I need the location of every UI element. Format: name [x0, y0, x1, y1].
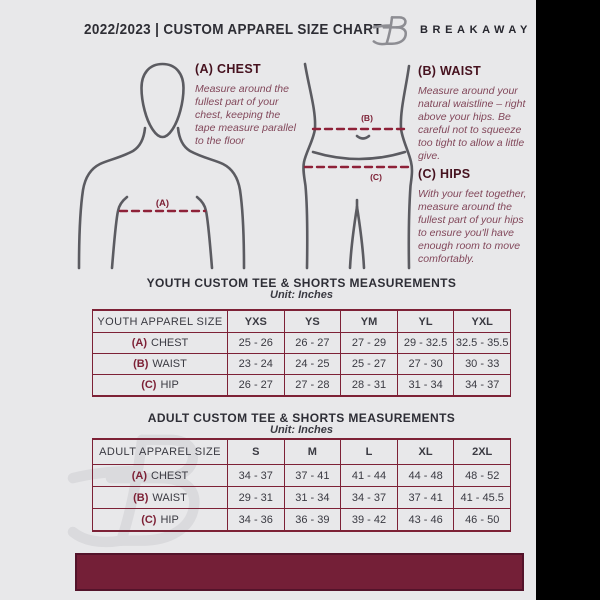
cell: 39 - 42 — [341, 509, 398, 532]
cell: 28 - 31 — [341, 375, 398, 397]
row-label: CHEST — [151, 337, 189, 349]
row-prefix: (B) — [133, 358, 149, 370]
youth-hip-row — [93, 375, 511, 397]
youth-table-header-row — [93, 310, 511, 333]
waist-line-label: (B) — [361, 113, 373, 123]
hips-body-text: With your feet together, measure around the fullest part of your hips to ensure you'll have enough room to move comfortably. — [418, 188, 527, 265]
cell: 37 - 41 — [397, 487, 454, 509]
cell: 29 - 31 — [228, 487, 285, 509]
waist-body-text: Measure around your natural waistline – right above your hips. Be careful not to squeeze too tight to allow a little give. — [418, 85, 526, 162]
adult-size-m: M — [284, 439, 341, 465]
hips-line-label: (C) — [370, 172, 382, 182]
chest-instructions — [195, 62, 303, 148]
adult-chest-row — [93, 465, 511, 487]
cell: 23 - 24 — [228, 354, 285, 375]
cell: 41 - 45.5 — [454, 487, 511, 509]
youth-size-yl: YL — [397, 310, 454, 333]
cell: 26 - 27 — [228, 375, 285, 397]
chest-heading: (A) CHEST — [195, 62, 261, 76]
youth-size-table — [92, 309, 511, 397]
youth-size-yxl: YXL — [454, 310, 511, 333]
adult-size-col-header: ADULT APPAREL SIZE — [93, 439, 228, 465]
row-label: WAIST — [152, 491, 187, 504]
adult-size-xl: XL — [397, 439, 454, 465]
chest-body-text: Measure around the fullest part of your chest, keeping the tape measure parallel to the floor — [195, 83, 296, 147]
cell: 43 - 46 — [397, 509, 454, 532]
row-label: HIP — [160, 379, 179, 391]
cell: 46 - 50 — [465, 513, 500, 526]
waist-heading: (B) WAIST — [418, 64, 482, 78]
cell: 34 - 37 — [228, 465, 285, 487]
youth-size-col-header: YOUTH APPAREL SIZE — [93, 310, 228, 333]
row-prefix: (C) — [141, 513, 157, 526]
adult-waist-row — [93, 487, 511, 509]
adult-hip-row — [93, 509, 511, 532]
row-label: HIP — [160, 513, 179, 526]
youth-size-ym: YM — [341, 310, 398, 333]
row-label: WAIST — [152, 358, 187, 370]
cell: 27 - 30 — [397, 354, 454, 375]
cell: 27 - 28 — [284, 375, 341, 397]
cell: 27 - 29 — [341, 333, 398, 354]
brand-name: BREAKAWAY — [420, 24, 532, 36]
adult-size-2xl: 2XL — [454, 439, 511, 465]
row-prefix: (C) — [141, 379, 157, 391]
cell: 31 - 34 — [397, 375, 454, 397]
hips-heading: (C) HIPS — [418, 167, 471, 181]
cell: 36 - 39 — [284, 509, 341, 532]
youth-size-yxs: YXS — [228, 310, 285, 333]
adult-size-table — [92, 438, 511, 532]
youth-chest-row — [93, 333, 511, 354]
cell: 37 - 41 — [284, 465, 341, 487]
breakaway-b-logo-icon — [372, 13, 412, 49]
cell: 34 - 37 — [341, 487, 398, 509]
youth-waist-row — [93, 354, 511, 375]
adult-size-s: S — [228, 439, 285, 465]
cell: 25 - 26 — [228, 333, 285, 354]
waist-instructions — [418, 64, 530, 163]
youth-size-ys: YS — [284, 310, 341, 333]
adult-unit-label: Unit: Inches — [270, 424, 333, 436]
cell: 29 - 32.5 — [397, 333, 454, 354]
cell: 31 - 34 — [284, 487, 341, 509]
row-prefix: (A) — [131, 469, 147, 482]
waist-hip-measurement-figure — [295, 58, 425, 270]
cell: 41 - 44 — [341, 465, 398, 487]
cell: 24 - 25 — [284, 354, 341, 375]
cell: 44 - 48 — [397, 465, 454, 487]
adult-section-title: ADULT CUSTOM TEE & SHORTS MEASUREMENTS — [147, 411, 456, 425]
chest-line-label: (A) — [155, 198, 170, 209]
cell: 30 - 33 — [454, 354, 511, 375]
cell: 26 - 27 — [284, 333, 341, 354]
footer-accent-bar — [75, 553, 524, 591]
hips-instructions — [418, 167, 530, 266]
cell: 25 - 27 — [341, 354, 398, 375]
youth-section-title: YOUTH CUSTOM TEE & SHORTS MEASUREMENTS — [146, 276, 457, 290]
adult-size-l: L — [341, 439, 398, 465]
cell: 32.5 - 35.5 — [454, 333, 511, 354]
youth-unit-label: Unit: Inches — [270, 289, 333, 301]
cell: 34 - 36 — [228, 509, 285, 532]
page-title: 2022/2023 | CUSTOM APPAREL SIZE CHART — [84, 21, 382, 38]
row-label: CHEST — [151, 469, 189, 482]
cell: 48 - 52 — [454, 465, 511, 487]
adult-table-header-row — [93, 439, 511, 465]
row-prefix: (B) — [133, 491, 149, 504]
row-prefix: (A) — [131, 337, 147, 349]
cell: 34 - 37 — [465, 379, 500, 391]
